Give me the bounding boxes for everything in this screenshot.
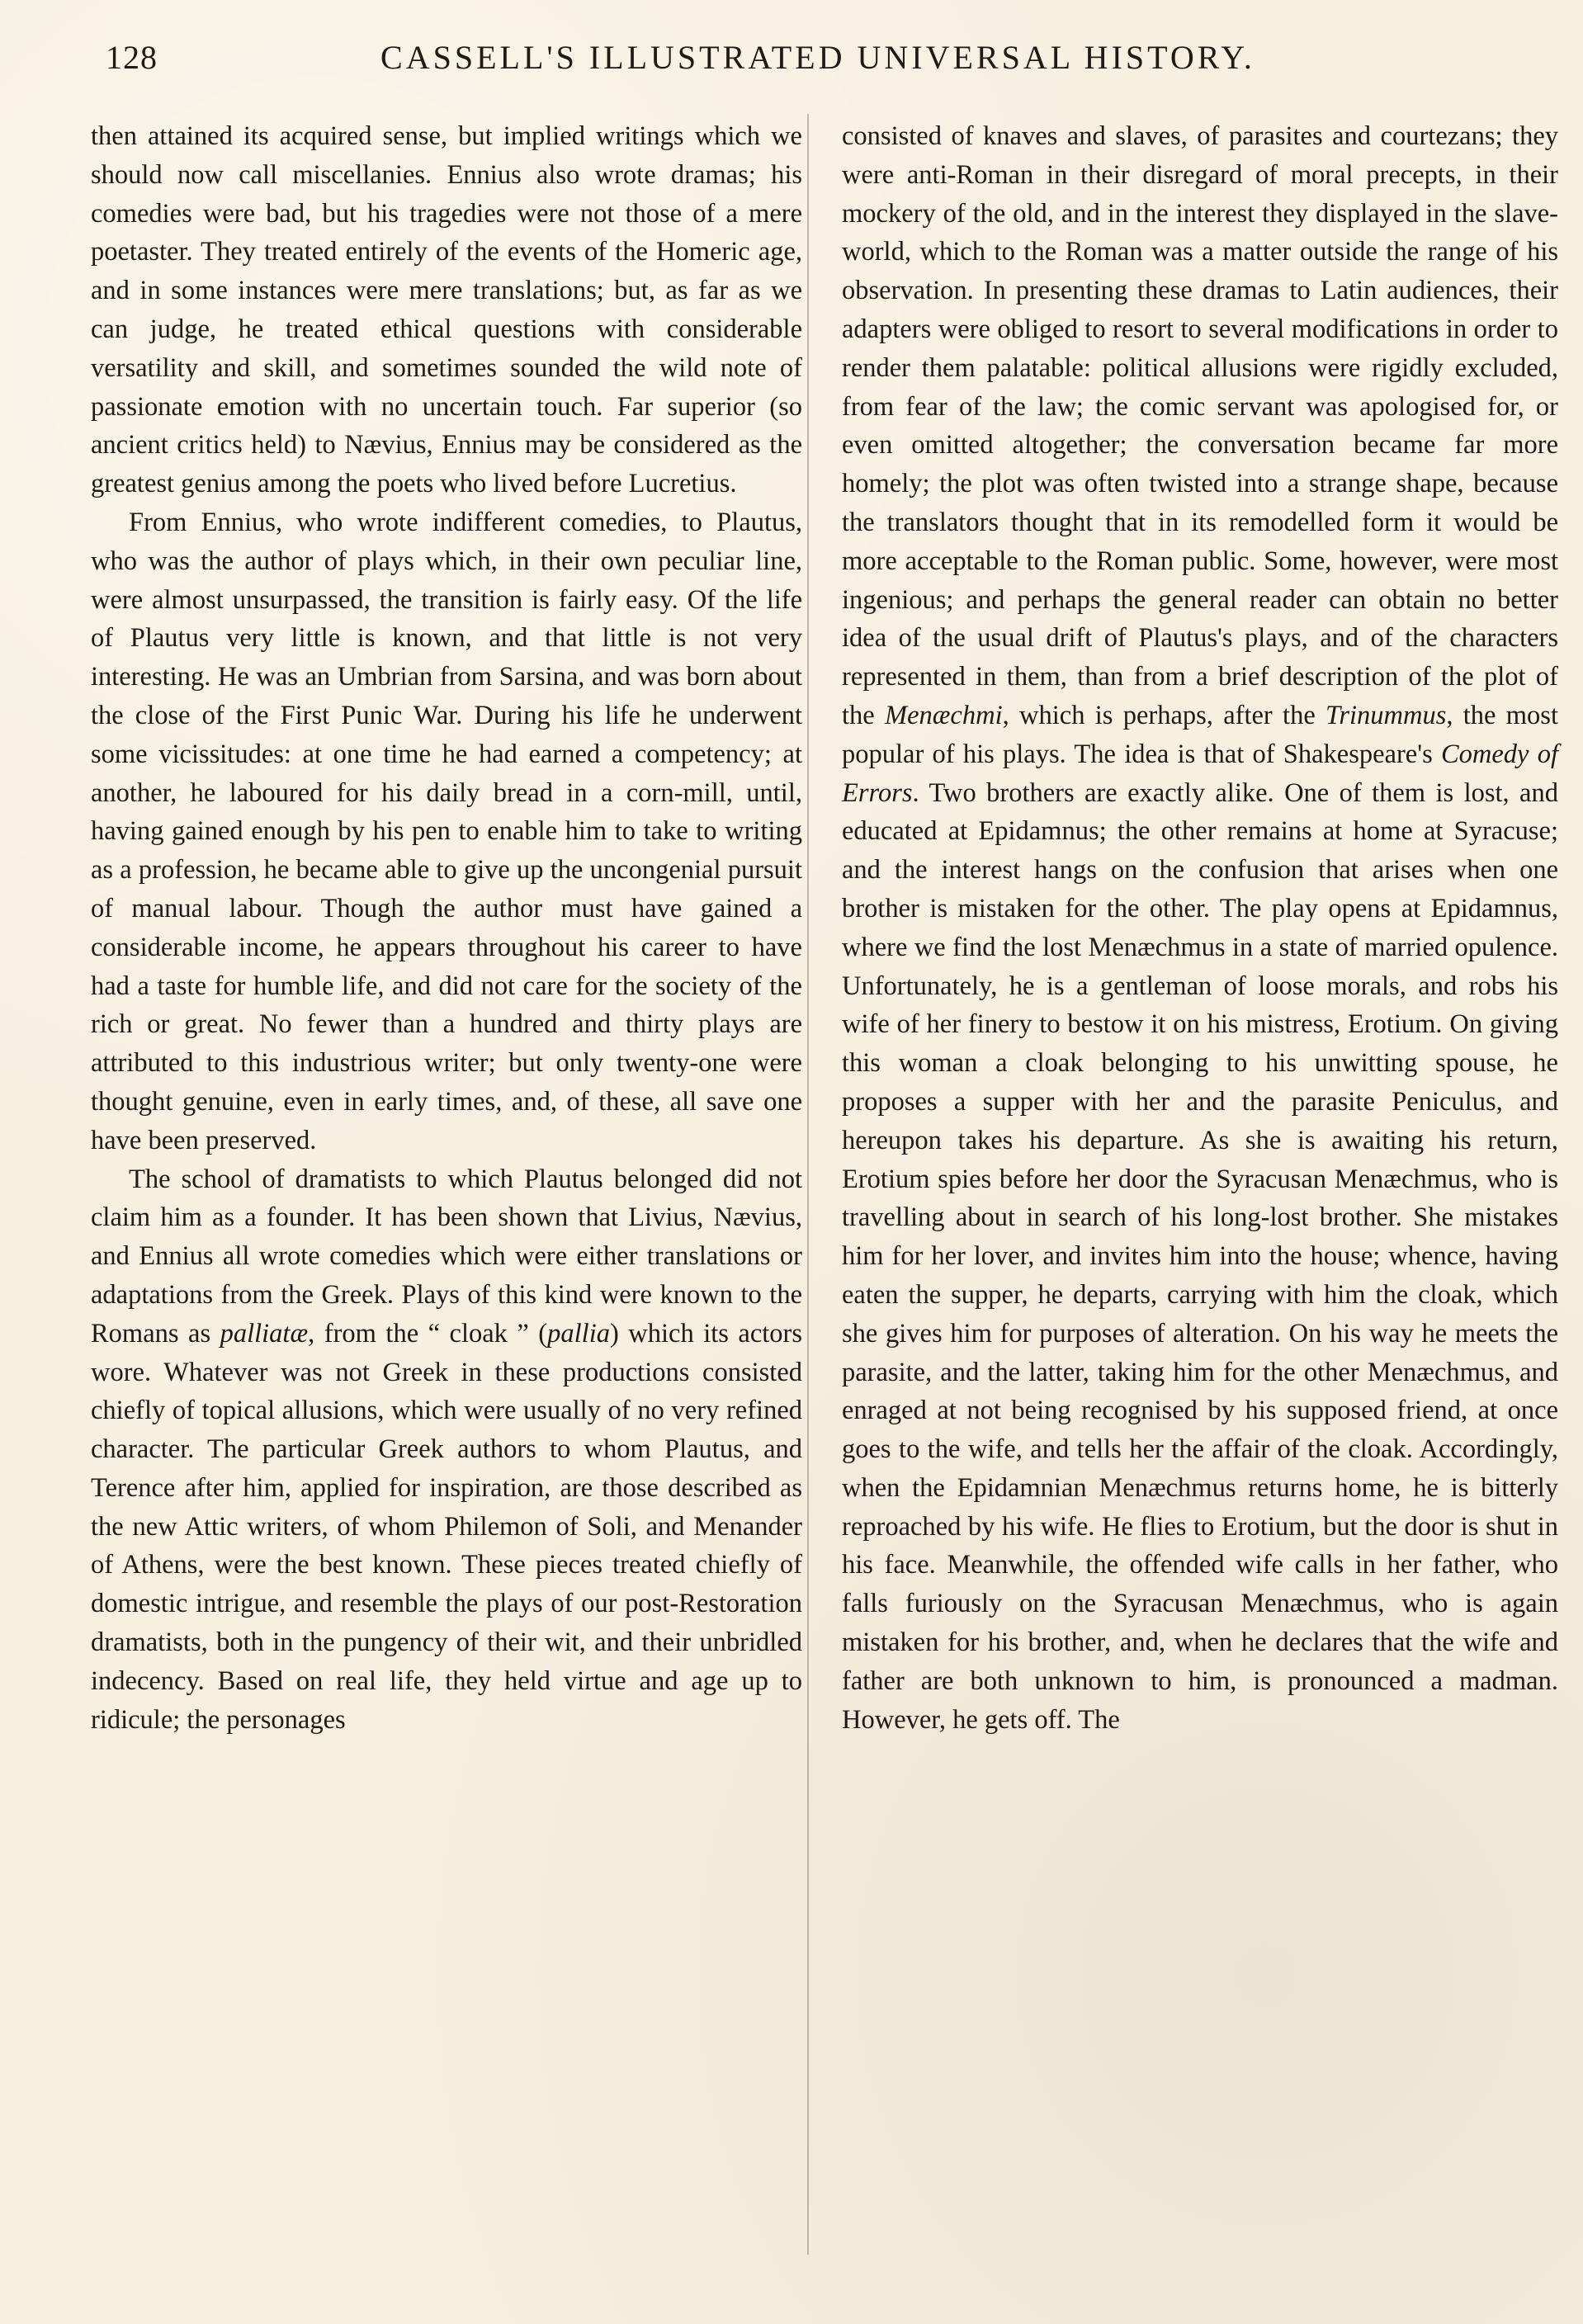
- left-paragraph-1: then attained its acquired sense, but implied writings which we should now call miscellanies. Ennius also wrote dramas; his comedies were bad, but his tragedies were not those of a mere poetaster. They treated entirely of the events of the Homeric age, and in some instances were mere translations; but, as far as we can judge, he treated ethical questions with considerable versatility and skill, and sometimes sounded the wild note of passionate emotion with no uncertain touch. Far superior (so ancient critics held) to Nævius, Ennius may be considered as the greatest genius among the poets who lived before Lucretius.: [91, 121, 802, 499]
- left-paragraph-3-text-middle: , from the “ cloak ” (: [308, 1318, 548, 1349]
- palliatae-term: palliatæ: [220, 1318, 309, 1349]
- page-header: [106, 38, 1558, 81]
- page-number: 128: [106, 39, 158, 76]
- menaechmi-title: Menæchmi: [885, 700, 1003, 730]
- right-paragraph-text-3: , the most popular of his plays. The idea is that of Shakespeare's: [842, 700, 1558, 769]
- trinummus-title: Trinummus: [1325, 700, 1447, 730]
- running-title: CASSELL'S ILLUSTRATED UNIVERSAL HISTORY.: [380, 39, 1255, 76]
- right-paragraph-text-1: consisted of knaves and slaves, of parasites and courtezans; they were anti-Roman in their disregard of moral precepts, in their mockery of the old, and in the interest they displayed in the slave-world, which to the Roman was a matter outside the range of his observation. In presenting these dramas to Latin audiences, their adapters were obliged to resort to several modifications in order to render them palatable: political allusions were rigidly excluded, from fear of the law; the comic servant was apologised for, or even omitted altogether; the conversation became far more homely; the plot was often twisted into a strange shape, because the translators thought that in its remodelled form it would be more acceptable to the Roman public. Some, however, were most ingenious; and perhaps the general reader can obtain no better idea of the usual drift of Plautus's plays, and of the characters represented in them, than from a brief description of the plot of the: [842, 121, 1558, 730]
- right-text-column: [842, 117, 1558, 2255]
- right-paragraph: [842, 117, 1558, 1739]
- left-paragraph-3-text-end: ) which its actors wore. Whatever was not Greek in these productions consisted chiefly of topical allusions, which were usually of no very refined character. The particular Greek authors to whom Plautus, and Terence after him, applied for inspiration, are those described as the new Attic writers, of whom Philemon of Soli, and Menander of Athens, were the best known. These pieces treated chiefly of domestic intrigue, and resemble the plays of our post-Restoration dramatists, both in the pungency of their wit, and their unbridled indecency. Based on real life, they held virtue and age up to ridicule; the personages: [91, 1318, 803, 1735]
- comedy-of-errors-title: Comedy of Errors: [842, 739, 1558, 808]
- left-paragraph-3-text-start: The school of dramatists to which Plautus belonged did not claim him as a founder. It has been shown that Livius, Nævius, and Ennius all wrote comedies which were either translations or adaptations from the Greek. Plays of this kind were known to the Romans as: [91, 1164, 802, 1349]
- column-divider: [807, 114, 809, 2255]
- left-paragraph-2: From Ennius, who wrote indifferent comedies, to Plautus, who was the author of plays which, in their own peculiar line, were almost unsurpassed, the transition is fairly easy. Of the life of Plautus very little is known, and that little is not very interesting. He was an Umbrian from Sarsina, and was born about the close of the First Punic War. During his life he underwent some vicissitudes: at one time he had earned a competency; at another, he laboured for his daily bread in a corn-mill, until, having gained enough by his pen to enable him to take to writing as a profession, he became able to give up the uncongenial pursuit of manual labour. Though the author must have gained a considerable income, he appears throughout his career to have had a taste for humble life, and did not care for the society of the rich or great. No fewer than a hundred and thirty plays are attributed to this industrious writer; but only twenty-one were thought genuine, even in early times, and, of these, all save one have been preserved.: [91, 507, 802, 1155]
- left-paragraph-3: [91, 1160, 802, 1740]
- pallia-term: pallia: [547, 1318, 610, 1349]
- right-paragraph-text-2: , which is perhaps, after the: [1002, 700, 1326, 730]
- right-paragraph-text-4: . Two brothers are exactly alike. One of them is lost, and educated at Epidamnus; the other remains at home at Syracuse; and the interest hangs on the confusion that arises when one brother is mistaken for the other. The play opens at Epidamnus, where we find the lost Menæchmus in a state of married opulence. Unfortunately, he is a gentleman of loose morals, and robs his wife of her finery to bestow it on his mistress, Erotium. On giving this woman a cloak belonging to his unwitting spouse, he proposes a supper with her and the parasite Peniculus, and hereupon takes his departure. As she is awaiting his return, Erotium spies before her door the Syracusan Menæchmus, who is travelling about in search of his long-lost brother. She mistakes him for her lover, and invites him into the house; whence, having eaten the supper, he departs, carrying with him the cloak, which she gives him for purposes of alteration. On his way he meets the parasite, and the latter, taking him for the other Menæchmus, and enraged at not being recognised by his supposed friend, at once goes to the wife, and tells her the affair of the cloak. Accordingly, when the Epidamnian Menæchmus returns home, he is bitterly reproached by his wife. He flies to Erotium, but the door is shut in his face. Meanwhile, the offended wife calls in her father, who falls furiously on the Syracusan Menæchmus, who is again mistaken for his brother, and, when he declares that the wife and father are both unknown to him, is pronounced a madman. However, he gets off. The: [842, 777, 1558, 1735]
- left-text-column: [91, 117, 802, 2255]
